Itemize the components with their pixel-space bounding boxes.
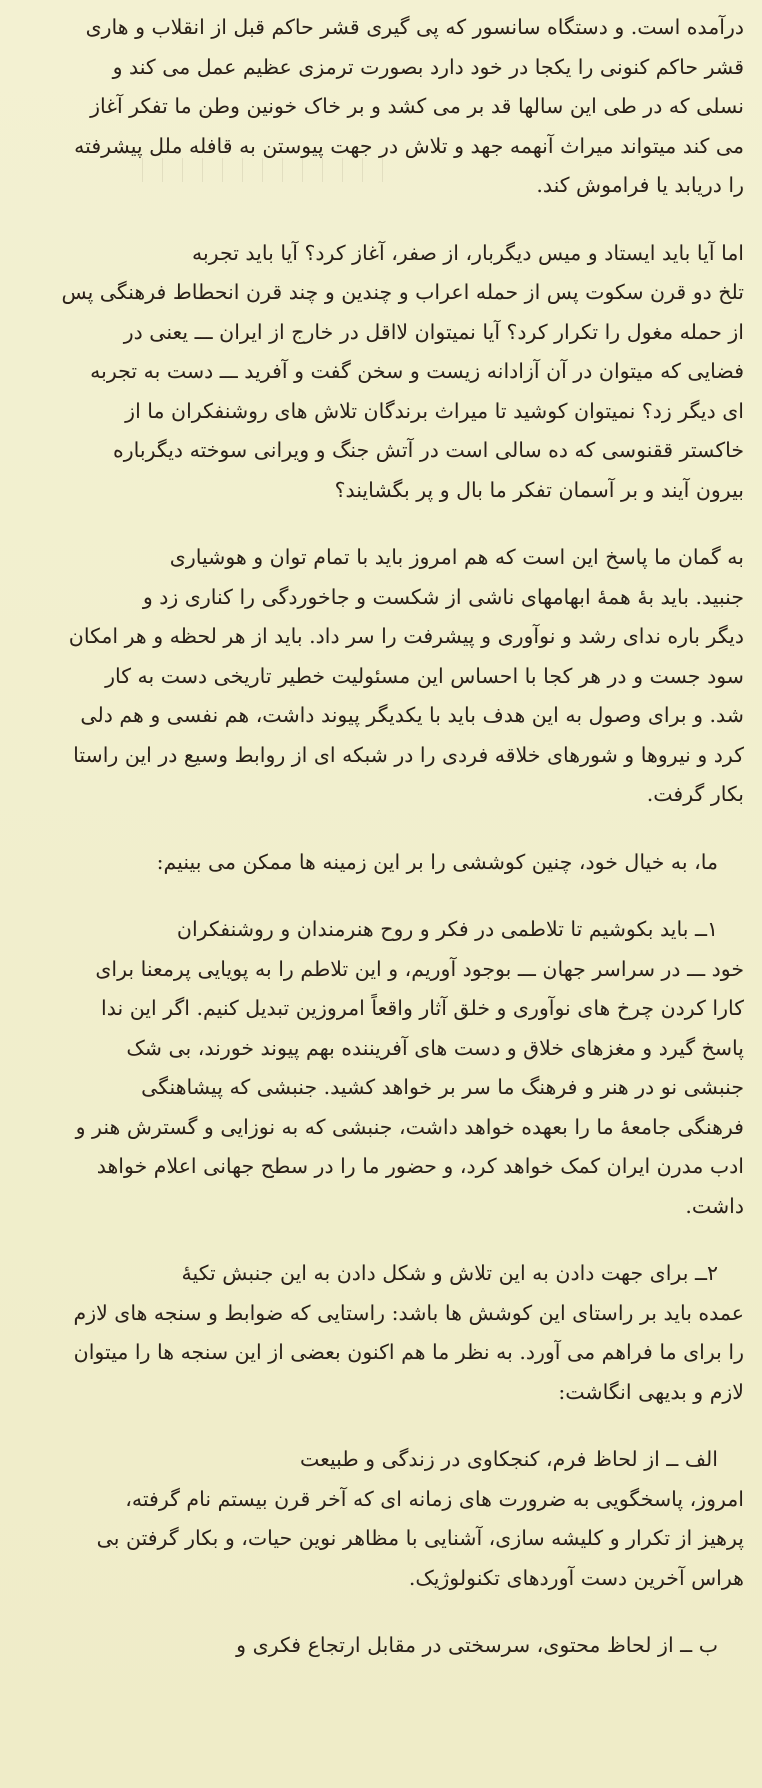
text-line: پرهیز از تکرار و کلیشه سازی، آشنایی با مظاهر نوین حیات، و بکار گرفتن بی (96, 1526, 744, 1550)
text-line: بیرون آیند و بر آسمان تفکر ما بال و پر بگشایند؟ (334, 477, 744, 502)
text-line: ای دیگر زد؟ نمیتوان کوشید تا میراث برندگان تلاش های روشنفکران ما از (125, 398, 744, 423)
text-line: امروز، پاسخگویی به ضرورت های زمانه ای که آخر قرن بیستم نام گرفته، (125, 1486, 744, 1511)
paragraph-6 (22, 1254, 744, 1412)
text-line: جنبشی نو در هنر و فرهنگ ما سر بر خواهد کشید. جنبشی که پیشاهنگی (141, 1075, 744, 1099)
numbered-item-title: ۱ــ باید بکوشیم تا تلاطمی در فکر و روح هنرمندان و روشنفکران (176, 917, 718, 941)
text-line: خاکستر ققنوسی که ده سالی است در آتش جنگ و ویرانی سوخته دیگرباره (113, 438, 744, 462)
numbered-item-title: ۲ــ برای جهت دادن به این تلاش و شکل دادن به این جنبش تکیهٔ (181, 1261, 718, 1285)
text-line: به گمان ما پاسخ این است که هم امروز باید با تمام توان و هوشیاری (169, 545, 744, 569)
text-line: از حمله مغول را تکرار کرد؟ آیا نمیتوان لااقل در خارج از ایران ـــ یعنی در (123, 319, 744, 344)
text-line: ادب مدرن ایران کمک خواهد کرد، و حضور ما را در سطح جهانی اعلام خواهد (96, 1154, 744, 1178)
text-line: دیگر باره ندای رشد و نوآوری و پیشرفت را سر داد. باید از هر لحظه و هر امکان (68, 624, 744, 648)
text-line: جنبید. باید بهٔ همهٔ ابهامهای ناشی از شکست و جاخوردگی را کناری زد و (142, 584, 744, 609)
text-line: را برای ما فراهم می آورد. به نظر ما هم اکنون بعضی از این سنجه ها را میتوان (73, 1340, 744, 1364)
text-line: تلخ دو قرن سکوت پس از حمله اعراب و چندین و چند قرن انحطاط فرهنگی پس (61, 280, 744, 304)
text-line: نسلی که در طی این سالها قد بر می کشد و بر خاک خونین وطن ما تفکر آغاز (90, 94, 744, 118)
paragraph-4 (22, 843, 744, 883)
paragraph-5 (22, 910, 744, 1226)
paragraph-7 (22, 1440, 744, 1598)
text-line: اما آیا باید ایستاد و میس دیگربار، از صفر، آغاز کرد؟ آیا باید تجربه (191, 240, 744, 265)
text-line: می کند میتواند میراث آنهمه جهد و تلاش در جهت پیوستن به قافله ملل پیشرفته (74, 133, 744, 158)
text-line: بکار گرفت. (646, 782, 744, 806)
persian-text-content (22, 8, 744, 1666)
subsection-line: ب ــ از لحاظ محتوی، سرسختی در مقابل ارتجاع فکری و (236, 1633, 718, 1657)
text-line: درآمده است. و دستگاه سانسور که پی گیری قشر حاکم قبل از انقلاب و هاری (85, 15, 744, 39)
text-line: فضایی که میتوان در آن آزادانه زیست و سخن گفت و آفرید ـــ دست به تجربه (90, 359, 744, 383)
paragraph-8 (22, 1626, 744, 1666)
text-line: فرهنگی جامعهٔ ما را بعهده خواهد داشت، جنبشی که به نوزایی و گسترش هنر و (75, 1114, 744, 1139)
text-line: قشر حاکم کنونی را یکجا در خود دارد بصورت ترمزی عظیم عمل می کند و (112, 54, 744, 79)
text-line: پاسخ گیرد و مغزهای خلاق و دست های آفریننده بهم پیوند خورند، بی شک (126, 1035, 744, 1060)
text-line: عمده باید بر راستای این کوشش ها باشد: راستایی که ضوابط و سنجه های لازم (73, 1300, 744, 1325)
text-line: داشت. (685, 1193, 744, 1218)
text-line: ما، به خیال خود، چنین کوششی را بر این زمینه ها ممکن می بینیم: (156, 849, 718, 874)
text-line: کرد و نیروها و شورهای خلاقه فردی را در شبکه ای از روابط وسیع در این راستا (73, 742, 744, 767)
text-line: سود جست و در هر کجا با احساس این مسئولیت خطیر تاریخی دست به کار (105, 663, 744, 688)
text-line: هراس آخرین دست آوردهای تکنولوژیک. (408, 1565, 744, 1590)
text-line: کارا کردن چرخ های نوآوری و خلق آثار واقعاً امروزین تبدیل کنیم. اگر این ندا (101, 996, 744, 1020)
paragraph-3 (22, 538, 744, 815)
text-line: خود ـــ در سراسر جهان ـــ بوجود آوریم، و این تلاطم را به پویایی پرمعنا برای (95, 956, 744, 981)
paragraph-1 (22, 8, 744, 206)
text-line: لازم و بدیهی انگاشت: (558, 1379, 744, 1404)
text-line: را دریابد یا فراموش کند. (536, 173, 744, 197)
paragraph-2 (22, 234, 744, 511)
text-line: شد. و برای وصول به این هدف باید با یکدیگر پیوند داشت، هم نفسی و هم دلی (80, 703, 744, 727)
subsection-line: الف ــ از لحاظ فرم، کنجکاوی در زندگی و طبیعت (299, 1447, 718, 1471)
